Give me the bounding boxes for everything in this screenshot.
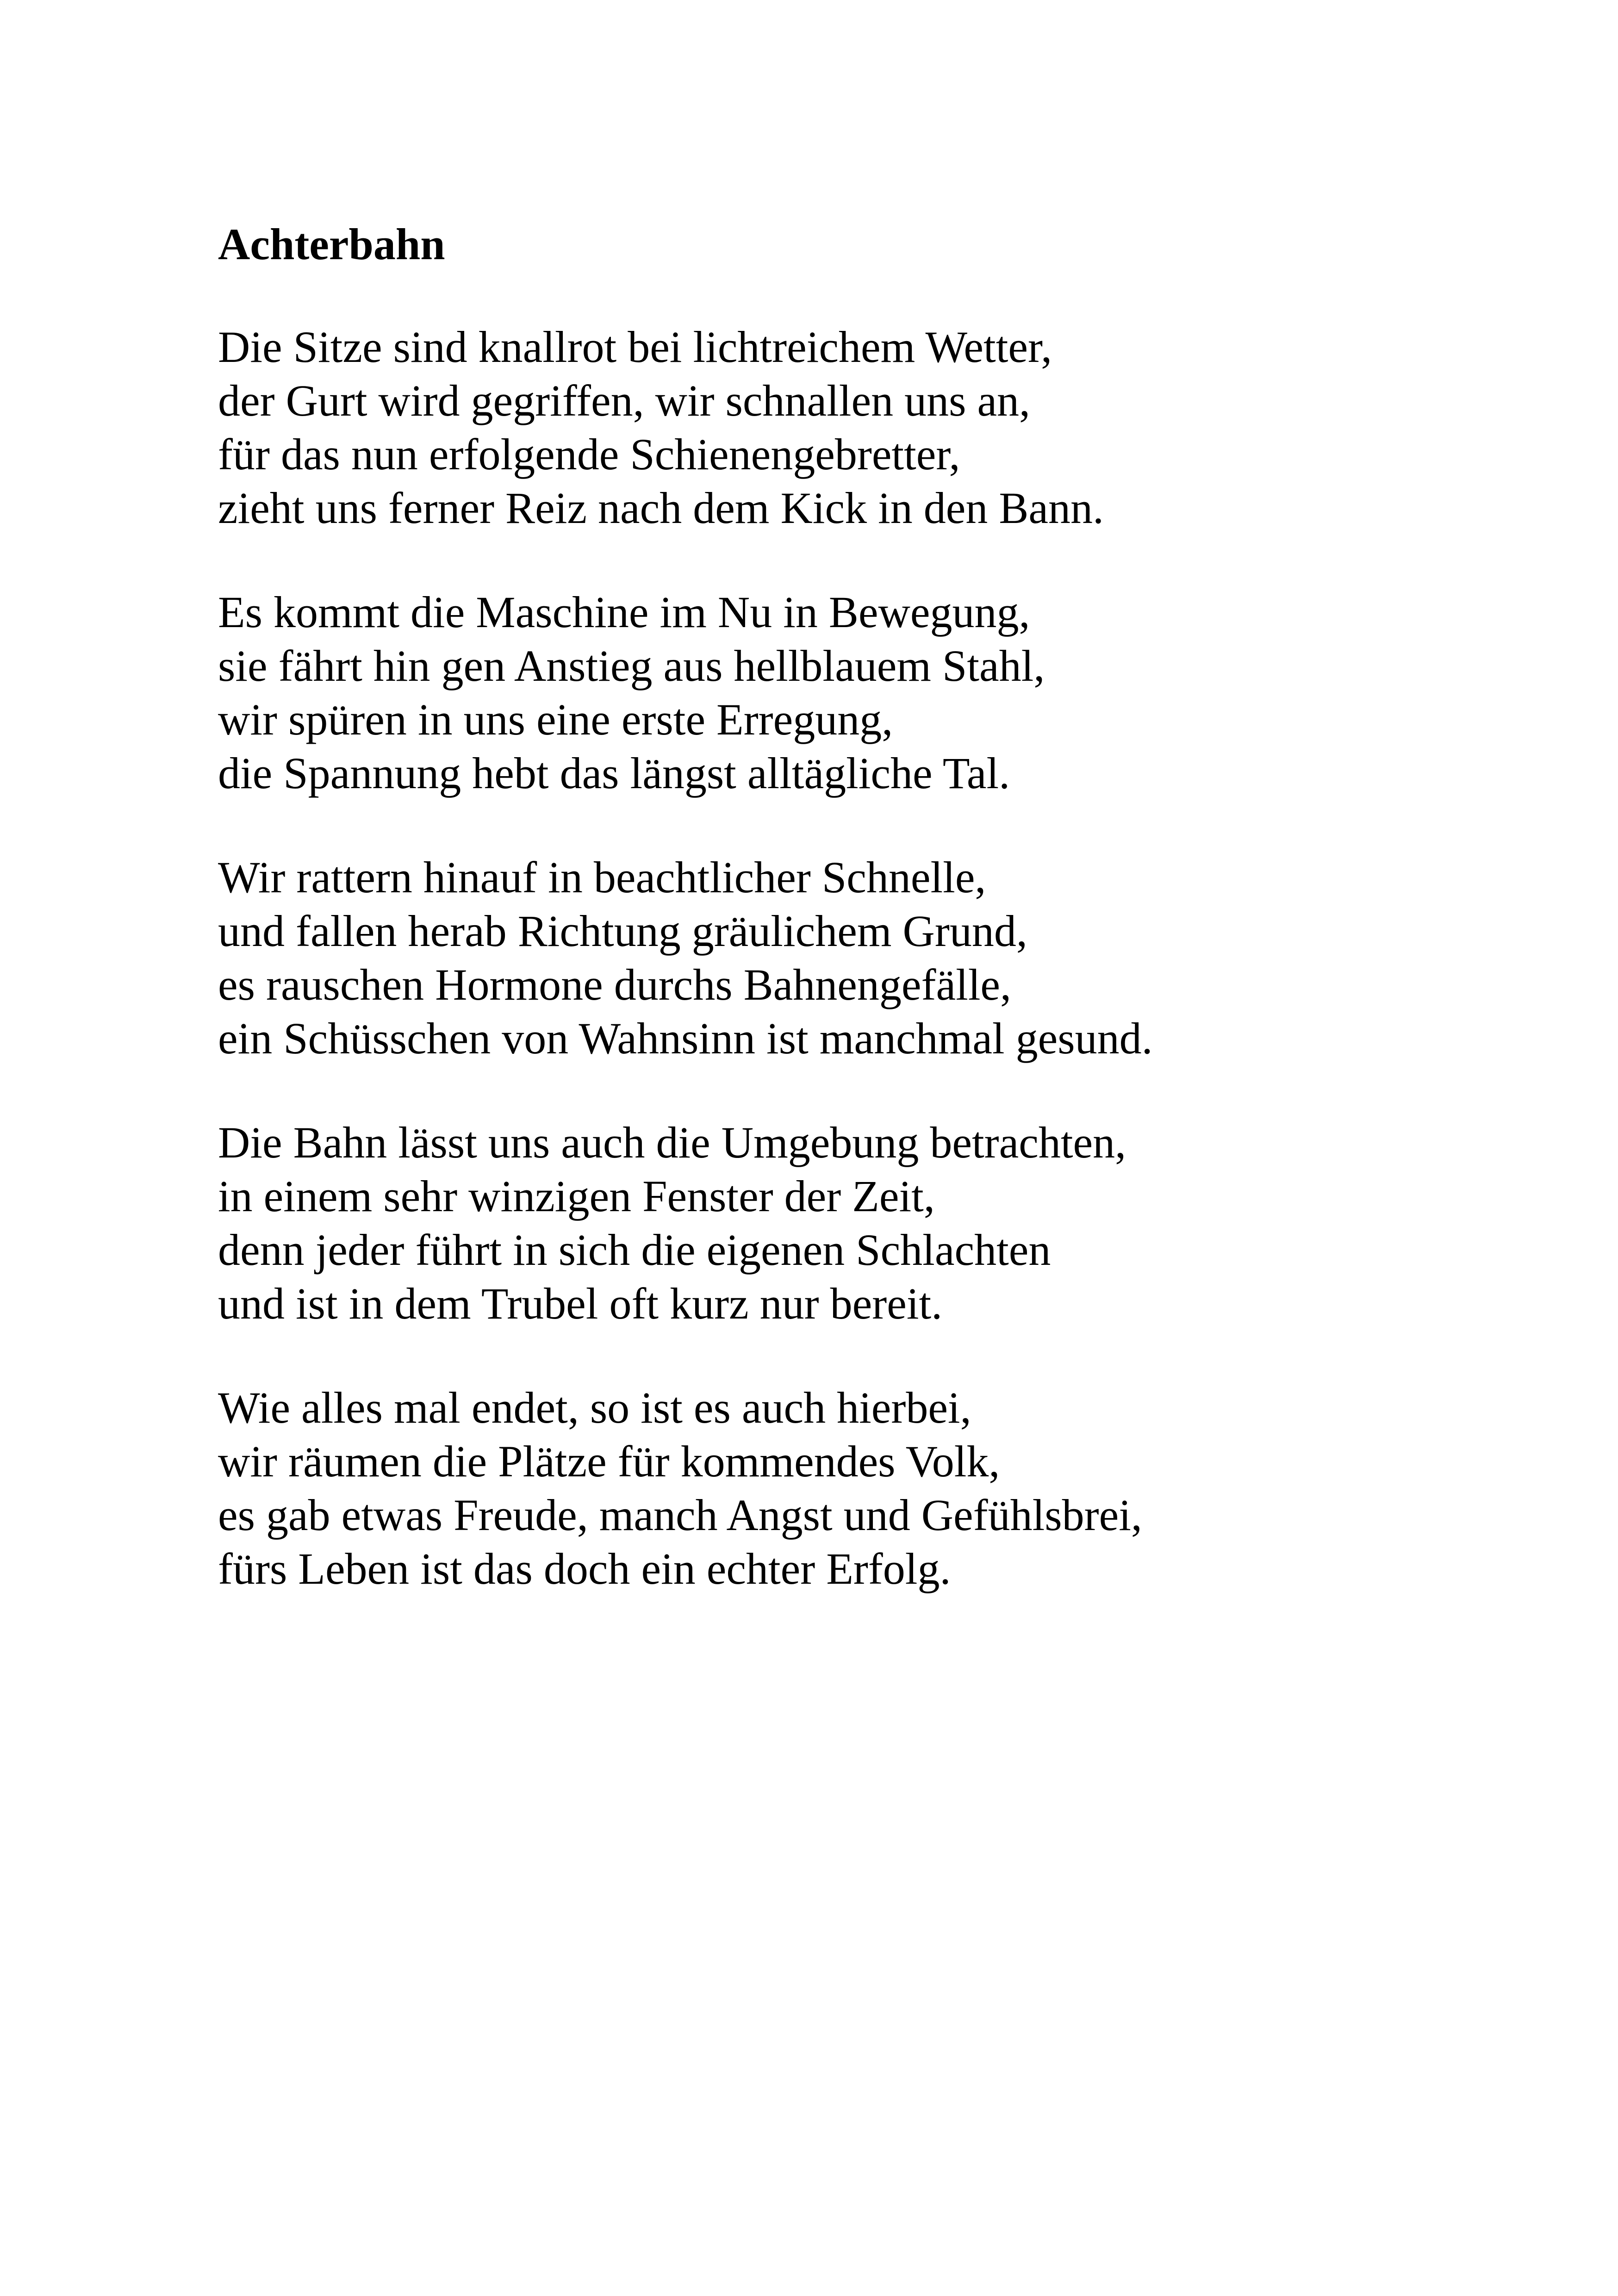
poem-line: die Spannung hebt das längst alltägliche Tal. (218, 748, 1010, 798)
stanza-2 (218, 585, 1468, 800)
poem (218, 218, 1468, 1646)
poem-line: ein Schüsschen von Wahnsinn ist manchmal gesund. (218, 1014, 1153, 1063)
poem-line: es rauschen Hormone durchs Bahnengefälle, (218, 960, 1012, 1009)
poem-line: zieht uns ferner Reiz nach dem Kick in den Bann. (218, 483, 1104, 533)
poem-line: wir spüren in uns eine erste Erregung, (218, 695, 893, 744)
poem-line: und fallen herab Richtung gräulichem Grund, (218, 906, 1027, 956)
poem-line: Wir rattern hinauf in beachtlicher Schnelle, (218, 852, 986, 902)
stanza-4 (218, 1116, 1468, 1331)
stanza-1 (218, 320, 1468, 535)
poem-line: für das nun erfolgende Schienengebretter, (218, 429, 960, 479)
poem-line: fürs Leben ist das doch ein echter Erfolg. (218, 1544, 951, 1593)
poem-title: Achterbahn (218, 219, 445, 269)
poem-line: es gab etwas Freude, manch Angst und Gefühlsbrei, (218, 1490, 1142, 1540)
poem-line: sie fährt hin gen Anstieg aus hellblauem Stahl, (218, 641, 1045, 691)
poem-line: Es kommt die Maschine im Nu in Bewegung, (218, 587, 1030, 637)
poem-line: und ist in dem Trubel oft kurz nur bereit. (218, 1279, 943, 1328)
poem-line: in einem sehr winzigen Fenster der Zeit, (218, 1171, 935, 1221)
poem-line: Die Sitze sind knallrot bei lichtreichem Wetter, (218, 322, 1052, 372)
stanza-5 (218, 1381, 1468, 1596)
poem-line: Wie alles mal endet, so ist es auch hierbei, (218, 1383, 971, 1432)
poem-line: Die Bahn lässt uns auch die Umgebung betrachten, (218, 1118, 1126, 1167)
poem-line: wir räumen die Plätze für kommendes Volk, (218, 1437, 1000, 1486)
stanza-3 (218, 851, 1468, 1065)
poem-line: denn jeder führt in sich die eigenen Schlachten (218, 1225, 1051, 1275)
poem-line: der Gurt wird gegriffen, wir schnallen uns an, (218, 376, 1031, 425)
